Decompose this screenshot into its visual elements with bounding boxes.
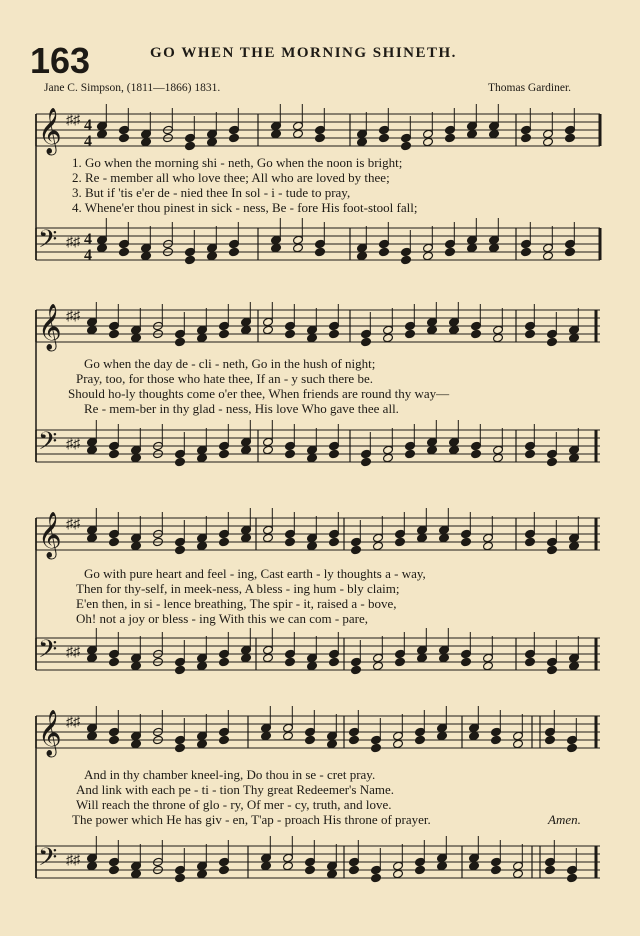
music-system-2 [0, 302, 640, 478]
note-head [197, 739, 208, 749]
note-head [261, 731, 272, 741]
note-head [437, 861, 448, 871]
lyric-line: Then for thy-self, in meek-ness, A bless - ing hum - bly claim; [76, 581, 400, 596]
note-head [307, 333, 318, 343]
note-head [569, 333, 580, 343]
key-signature-icon: ♯♯ [66, 113, 80, 128]
lyric-line: Re - mem-ber in thy glad - ness, His love Who gave thee all. [84, 401, 399, 416]
note-head [283, 731, 294, 741]
note-head [449, 325, 460, 335]
note-head [175, 545, 186, 555]
lyric-line: The power which He has giv - en, T'ap - proach His throne of prayer. [72, 812, 431, 827]
music-system-4 [0, 706, 640, 906]
note-head [293, 243, 304, 253]
note-head [175, 873, 186, 883]
note-head [545, 735, 556, 745]
note-head [567, 743, 578, 753]
treble-clef-icon: 𝄞 [38, 304, 62, 350]
note-head [373, 661, 384, 671]
note-head [543, 251, 554, 261]
key-signature-icon: ♯♯ [66, 715, 80, 730]
lyric-line: 2. Re - member all who love thee; All who are loved by thee; [72, 170, 390, 185]
note-head [263, 445, 274, 455]
hymn-title: GO WHEN THE MORNING SHINETH. [150, 45, 457, 61]
lyric-line: Oh! not a joy or bless - ing With this we can com - pare, [76, 611, 369, 626]
note-head [131, 661, 142, 671]
note-head [241, 653, 252, 663]
note-head [119, 247, 130, 257]
note-head [513, 739, 524, 749]
note-head [417, 653, 428, 663]
key-signature-icon: ♯♯ [66, 645, 80, 660]
note-head [417, 533, 428, 543]
note-head [525, 329, 536, 339]
note-head [185, 255, 196, 265]
lyric-line: Go with pure heart and feel - ing, Cast earth - ly thoughts a - way, [84, 566, 426, 581]
note-head [327, 739, 338, 749]
note-head [493, 333, 504, 343]
bass-clef-icon: 𝄢 [38, 427, 58, 462]
note-head [175, 665, 186, 675]
note-head [423, 251, 434, 261]
time-signature-icon: 4 [84, 133, 92, 150]
lyric-line: 4. Whene'er thou pinest in sick - ness, Be - fore His foot-stool fall; [72, 200, 418, 215]
note-head [307, 541, 318, 551]
note-head [305, 735, 316, 745]
note-head [131, 453, 142, 463]
note-head [241, 533, 252, 543]
note-head [565, 247, 576, 257]
lyric-line: And link with each pe - ti - tion Thy great Redeemer's Name. [76, 782, 394, 797]
bass-clef-icon: 𝄢 [38, 843, 58, 878]
note-head [393, 869, 404, 879]
note-head [439, 653, 450, 663]
note-head [219, 657, 230, 667]
note-head [219, 865, 230, 875]
note-head [315, 133, 326, 143]
time-signature-icon: 4 [84, 117, 92, 134]
note-head [293, 129, 304, 139]
lyric-line: Go when the day de - cli - neth, Go in the hush of night; [84, 356, 376, 371]
note-head [229, 133, 240, 143]
note-head [469, 731, 480, 741]
note-head [207, 137, 218, 147]
note-head [351, 545, 362, 555]
note-head [349, 865, 360, 875]
note-head [87, 533, 98, 543]
note-head [383, 453, 394, 463]
note-head [373, 541, 384, 551]
lyric-line: Pray, too, for those who hate thee, If an - y such there be. [76, 371, 373, 386]
note-head [393, 739, 404, 749]
note-head [307, 453, 318, 463]
note-head [547, 665, 558, 675]
note-head [141, 137, 152, 147]
note-head [109, 735, 120, 745]
note-head [513, 869, 524, 879]
note-head [567, 873, 578, 883]
note-head [175, 457, 186, 467]
note-head [307, 661, 318, 671]
note-head [405, 329, 416, 339]
note-head [283, 861, 294, 871]
note-head [427, 325, 438, 335]
note-head [525, 657, 536, 667]
note-head [87, 653, 98, 663]
treble-clef-icon: 𝄞 [38, 108, 62, 154]
lyric-line: Will reach the throne of glo - ry, Of mer - cy, truth, and love. [76, 797, 392, 812]
note-head [329, 537, 340, 547]
note-head [569, 453, 580, 463]
lyric-line: 1. Go when the morning shi - neth, Go when the noon is bright; [72, 155, 403, 170]
note-head [395, 537, 406, 547]
note-head [383, 333, 394, 343]
note-head [483, 661, 494, 671]
music-system-1 [0, 104, 640, 274]
note-head [493, 453, 504, 463]
time-signature-icon: 4 [84, 231, 92, 248]
note-head [461, 537, 472, 547]
note-head [241, 325, 252, 335]
note-head [109, 865, 120, 875]
note-head [207, 251, 218, 261]
note-head [131, 333, 142, 343]
note-head [97, 129, 108, 139]
note-head [109, 449, 120, 459]
treble-clef-icon: 𝄞 [38, 512, 62, 558]
note-head [439, 533, 450, 543]
key-signature-icon: ♯♯ [66, 309, 80, 324]
lyric-line: And in thy chamber kneel-ing, Do thou in se - cret pray. [84, 767, 376, 782]
note-head [219, 735, 230, 745]
note-head [285, 449, 296, 459]
note-head [545, 865, 556, 875]
note-head [521, 133, 532, 143]
note-head [285, 657, 296, 667]
note-head [329, 449, 340, 459]
lyric-line: 3. But if 'tis e'er de - nied thee In sol - i - tude to pray, [72, 185, 351, 200]
note-head [415, 865, 426, 875]
hymn-composer: Thomas Gardiner. [488, 82, 572, 94]
time-signature-icon: 4 [84, 247, 92, 264]
note-head [521, 247, 532, 257]
note-head [175, 337, 186, 347]
note-head [543, 137, 554, 147]
note-head [357, 137, 368, 147]
note-head [219, 329, 230, 339]
note-head [379, 247, 390, 257]
note-head [491, 865, 502, 875]
note-head [131, 739, 142, 749]
note-head [263, 325, 274, 335]
note-head [219, 449, 230, 459]
note-head [87, 445, 98, 455]
note-head [229, 247, 240, 257]
note-head [371, 873, 382, 883]
note-head [415, 735, 426, 745]
bass-clef-icon: 𝄢 [38, 635, 58, 670]
note-head [305, 865, 316, 875]
note-head [405, 449, 416, 459]
note-head [491, 735, 502, 745]
note-head [565, 133, 576, 143]
note-head [483, 541, 494, 551]
note-head [197, 333, 208, 343]
note-head [525, 537, 536, 547]
note-head [469, 861, 480, 871]
note-head [467, 243, 478, 253]
note-head [141, 251, 152, 261]
note-head [547, 457, 558, 467]
bass-clef-icon: 𝄢 [38, 225, 58, 260]
note-head [371, 743, 382, 753]
note-head [569, 541, 580, 551]
key-signature-icon: ♯♯ [66, 235, 80, 250]
hymn-number: 163 [30, 40, 91, 81]
note-head [263, 653, 274, 663]
key-signature-icon: ♯♯ [66, 853, 80, 868]
note-head [427, 445, 438, 455]
note-head [315, 247, 326, 257]
lyric-line: E'en then, in si - lence breathing, The spir - it, raised a - bove, [76, 596, 397, 611]
note-head [547, 337, 558, 347]
note-head [437, 731, 448, 741]
note-head [185, 141, 196, 151]
note-head [197, 541, 208, 551]
note-head [423, 137, 434, 147]
note-head [131, 869, 142, 879]
note-head [327, 869, 338, 879]
note-head [197, 661, 208, 671]
note-head [445, 247, 456, 257]
note-head [461, 657, 472, 667]
note-head [109, 537, 120, 547]
note-head [285, 537, 296, 547]
note-head [109, 329, 120, 339]
note-head [569, 661, 580, 671]
note-head [261, 861, 272, 871]
note-head [285, 329, 296, 339]
note-head [87, 731, 98, 741]
note-head [87, 325, 98, 335]
key-signature-icon: ♯♯ [66, 437, 80, 452]
key-signature-icon: ♯♯ [66, 517, 80, 532]
note-head [449, 445, 460, 455]
note-head [349, 735, 360, 745]
note-head [525, 449, 536, 459]
note-head [547, 545, 558, 555]
treble-clef-icon: 𝄞 [38, 710, 62, 756]
note-head [467, 129, 478, 139]
note-head [489, 129, 500, 139]
note-head [379, 133, 390, 143]
note-head [119, 133, 130, 143]
note-head [361, 457, 372, 467]
note-head [197, 869, 208, 879]
note-head [351, 665, 362, 675]
note-head [401, 141, 412, 151]
note-head [263, 533, 274, 543]
note-head [271, 243, 282, 253]
lyric-line: Should ho-ly thoughts come o'er thee, When friends are round thy way— [68, 386, 450, 401]
note-head [471, 329, 482, 339]
hymn-author: Jane C. Simpson, (1811—1866) 1831. [44, 82, 221, 94]
amen-label: Amen. [548, 812, 581, 827]
note-head [471, 449, 482, 459]
music-system-3 [0, 508, 640, 684]
note-head [109, 657, 120, 667]
note-head [175, 743, 186, 753]
note-head [97, 243, 108, 253]
note-head [357, 251, 368, 261]
note-head [131, 541, 142, 551]
note-head [87, 861, 98, 871]
note-head [329, 329, 340, 339]
note-head [271, 129, 282, 139]
note-head [489, 243, 500, 253]
note-head [361, 337, 372, 347]
note-head [395, 657, 406, 667]
note-head [219, 537, 230, 547]
note-head [401, 255, 412, 265]
note-head [445, 133, 456, 143]
note-head [241, 445, 252, 455]
note-head [197, 453, 208, 463]
note-head [329, 657, 340, 667]
